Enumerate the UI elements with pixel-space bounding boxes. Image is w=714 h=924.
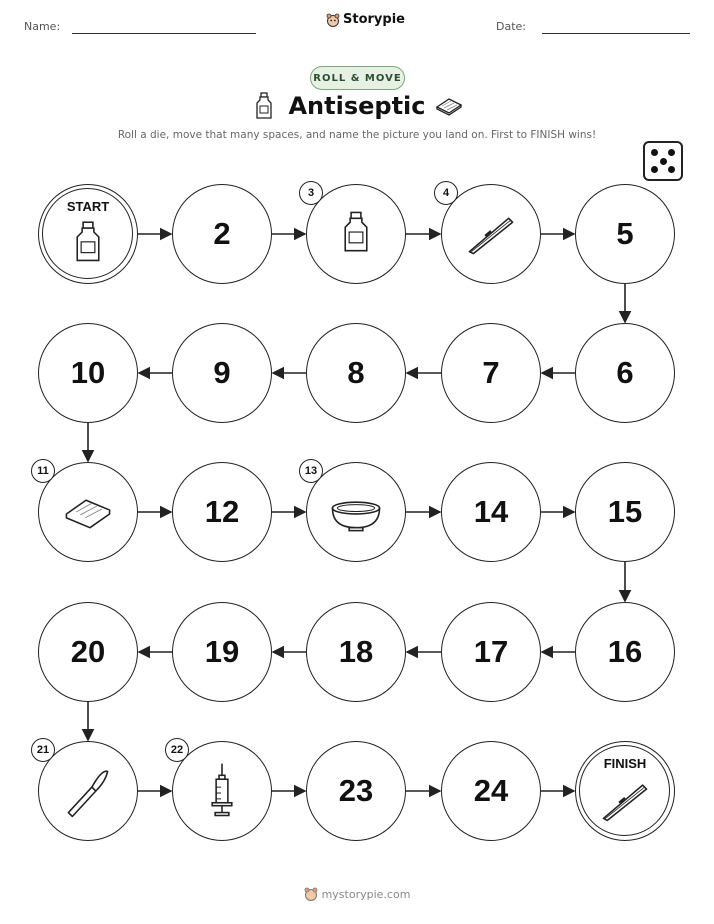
board-space-11 <box>38 462 138 562</box>
board-space-24 <box>441 741 541 841</box>
board-space-19 <box>172 602 272 702</box>
space-number-badge: 13 <box>299 459 323 483</box>
tweezers-icon <box>576 742 674 840</box>
activity-badge: ROLL & MOVE <box>310 66 405 90</box>
board-space-23 <box>306 741 406 841</box>
space-number-badge: 4 <box>434 181 458 205</box>
footer <box>0 887 714 901</box>
board-space-16 <box>575 602 675 702</box>
bottle-icon <box>307 185 405 283</box>
space-number: 7 <box>482 355 500 390</box>
board-space-4 <box>441 184 541 284</box>
space-number: 15 <box>607 494 643 529</box>
space-number-badge: 11 <box>31 459 55 483</box>
space-number: 10 <box>70 355 106 390</box>
board-space-22 <box>172 741 272 841</box>
space-number-badge: 21 <box>31 738 55 762</box>
brand-name: Storypie <box>343 12 405 27</box>
space-number: 19 <box>204 634 240 669</box>
name-label: Name: <box>24 20 61 33</box>
board-space-2 <box>172 184 272 284</box>
bottle-icon <box>39 185 137 283</box>
board-space-15 <box>575 462 675 562</box>
space-number: 8 <box>347 355 365 390</box>
board-space-7 <box>441 323 541 423</box>
space-number: 16 <box>607 634 643 669</box>
space-number: 5 <box>616 216 634 251</box>
tweezers-icon <box>442 185 540 283</box>
space-number: 2 <box>213 216 231 251</box>
footer-url: mystorypie.com <box>321 887 411 901</box>
space-number: 18 <box>338 634 374 669</box>
board-space-21 <box>38 741 138 841</box>
board-space-6 <box>575 323 675 423</box>
date-label: Date: <box>496 20 526 33</box>
board-space-20 <box>38 602 138 702</box>
board-space-18 <box>306 602 406 702</box>
board-space-12 <box>172 462 272 562</box>
storypie-mascot-icon <box>304 887 318 901</box>
gauze-icon <box>39 463 137 561</box>
space-number: 6 <box>616 355 634 390</box>
bowl-icon <box>307 463 405 561</box>
space-number: 23 <box>338 773 374 808</box>
scalpel-icon <box>39 742 137 840</box>
board-space-25 <box>575 741 675 841</box>
board-space-3 <box>306 184 406 284</box>
space-number-badge: 3 <box>299 181 323 205</box>
board-space-10 <box>38 323 138 423</box>
space-number-badge: 22 <box>165 738 189 762</box>
space-number: 17 <box>473 634 509 669</box>
board-space-5 <box>575 184 675 284</box>
space-number: 24 <box>473 773 509 808</box>
board-space-8 <box>306 323 406 423</box>
space-number: 12 <box>204 494 240 529</box>
board-space-14 <box>441 462 541 562</box>
board-space-1 <box>38 184 138 284</box>
board-space-9 <box>172 323 272 423</box>
space-number: 14 <box>473 494 509 529</box>
instructions: Roll a die, move that many spaces, and name the picture you land on. First to FINISH wins! <box>117 129 597 141</box>
board-space-13 <box>306 462 406 562</box>
page-title: Antiseptic <box>288 92 426 120</box>
finish-label: FINISH <box>603 756 647 771</box>
space-number: 20 <box>70 634 106 669</box>
space-number: 9 <box>213 355 231 390</box>
board-space-17 <box>441 602 541 702</box>
syringe-icon <box>173 742 271 840</box>
start-label: START <box>66 199 110 214</box>
